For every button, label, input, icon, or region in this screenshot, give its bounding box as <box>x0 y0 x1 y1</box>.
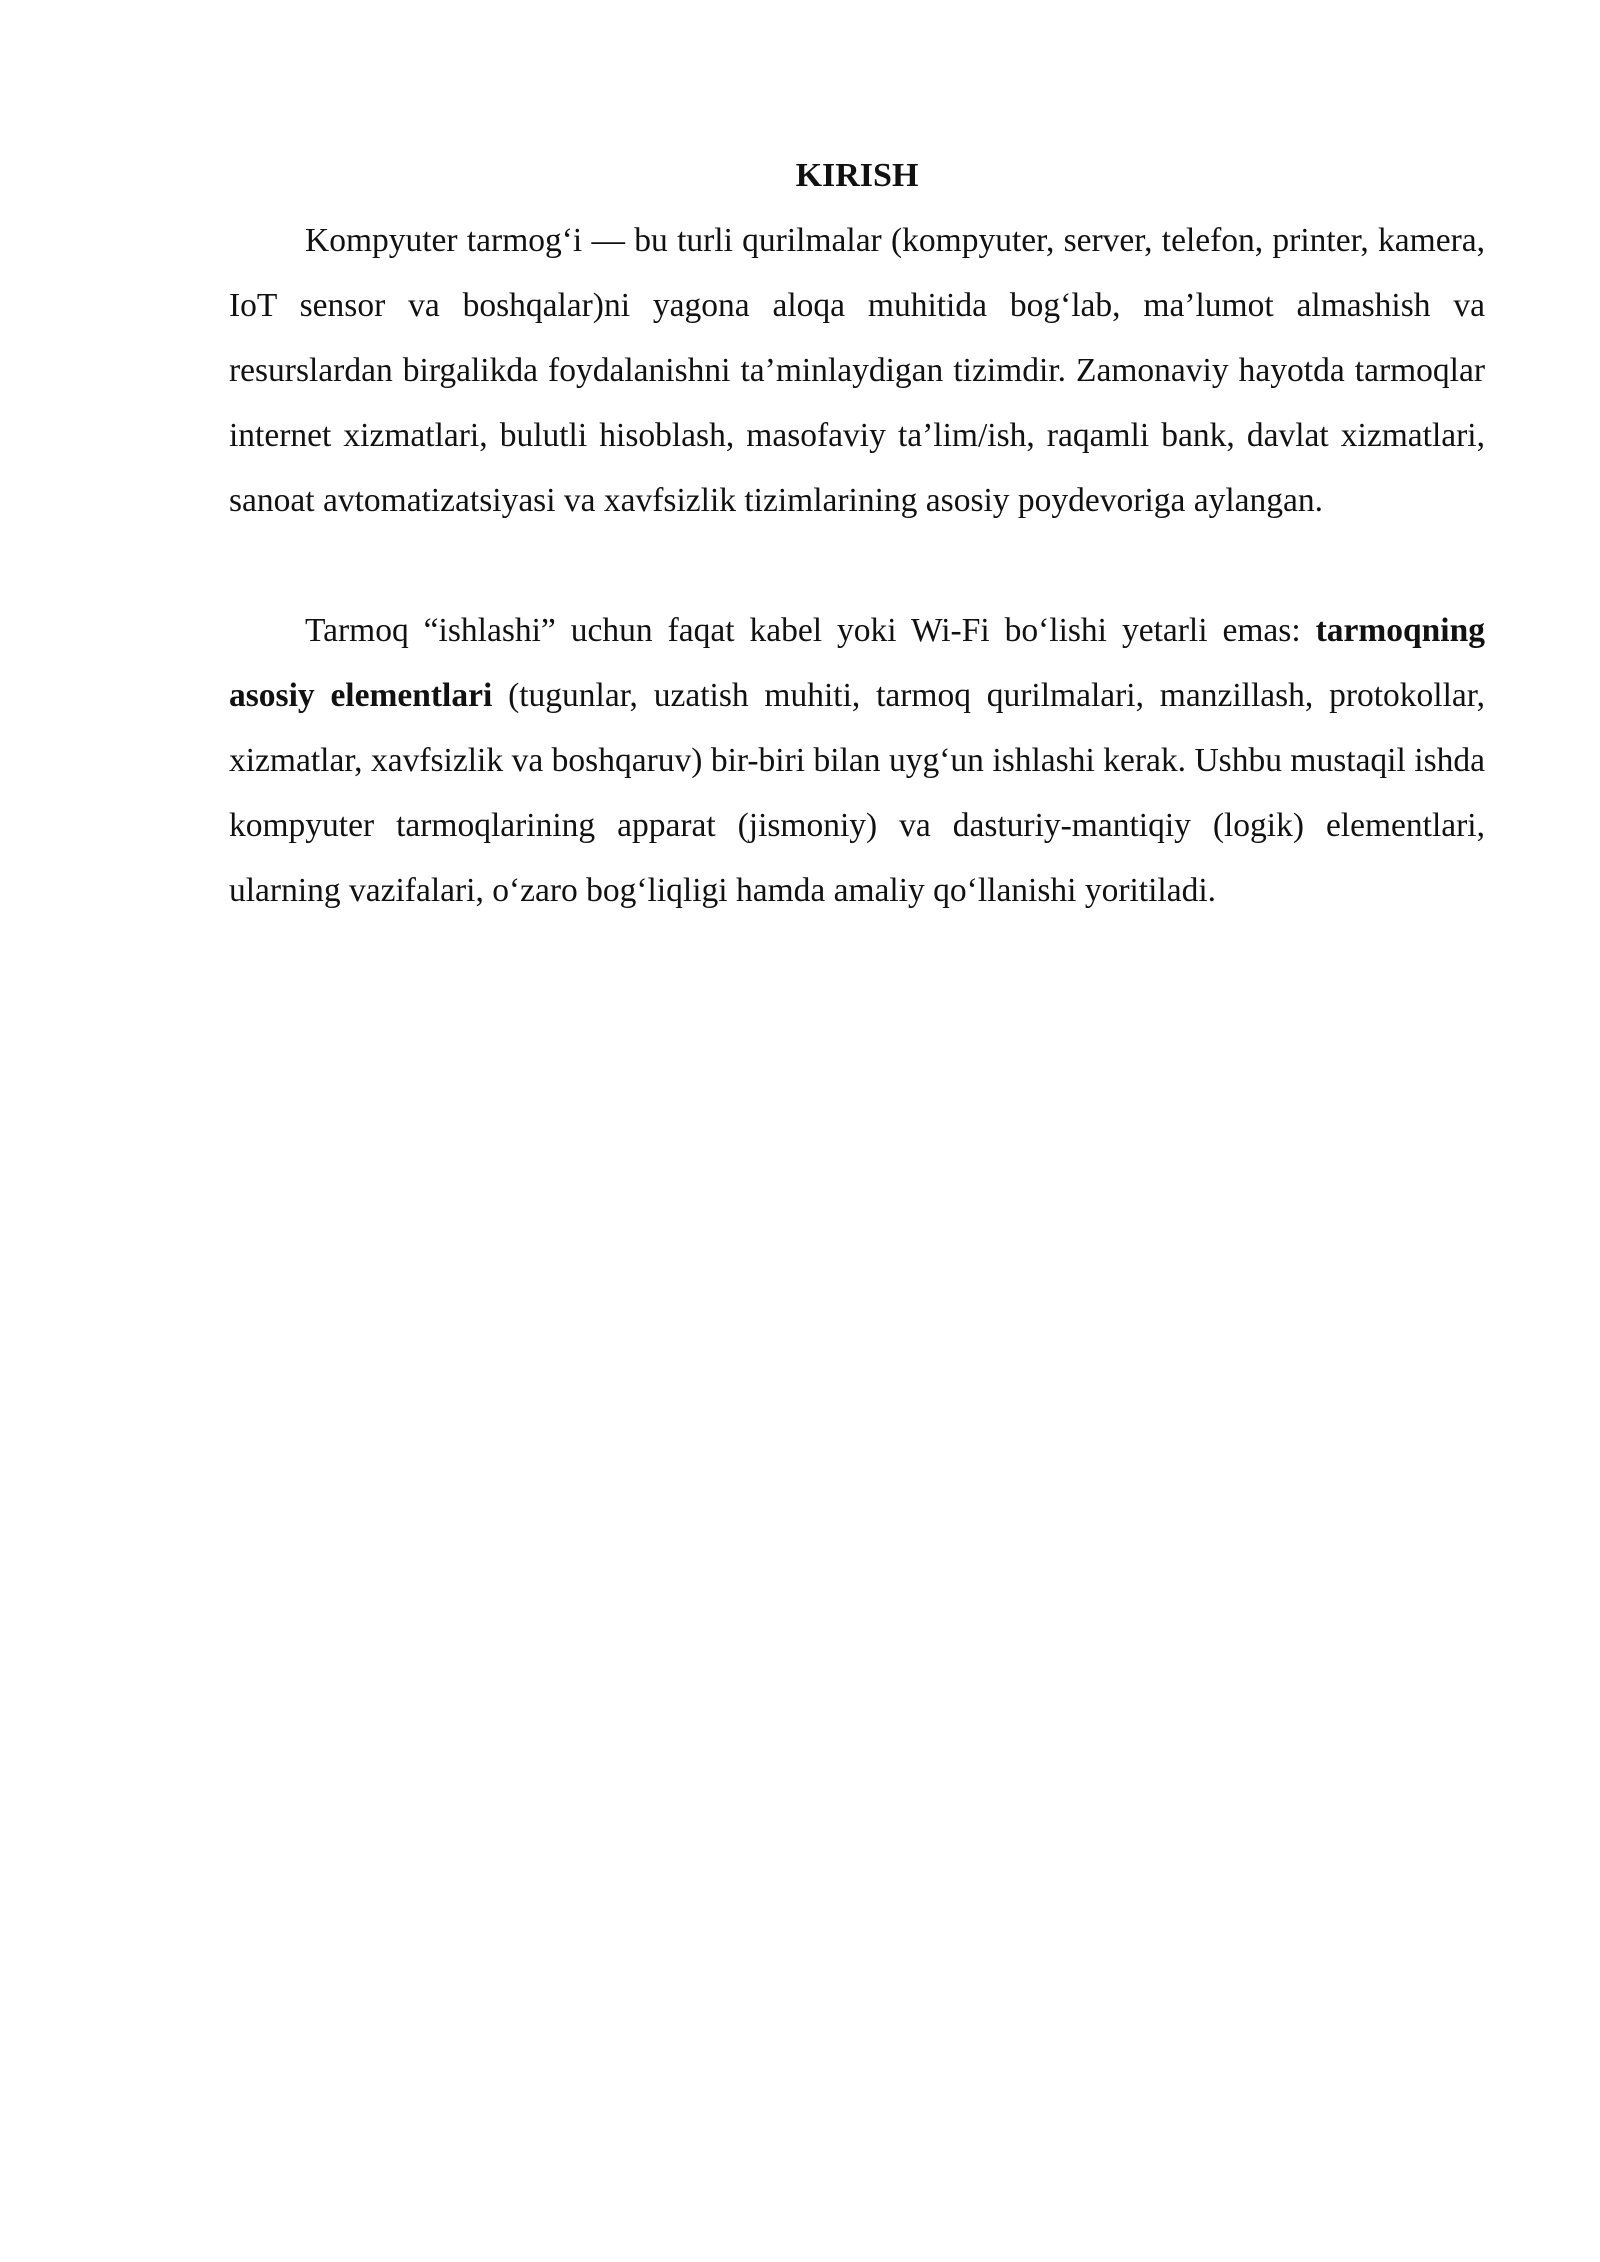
paragraph-elements <box>229 598 1485 923</box>
section-heading: KIRISH <box>795 157 919 194</box>
bold-phrase: tarmoqning asosiy elementlari <box>229 612 1485 714</box>
paragraph-rest-text: (tugunlar, uzatish muhiti, tarmoq qurilmalari, manzillash, protokollar, xizmatlar, xavfsizlik va boshqaruv) bir-biri bilan uyg‘un ishlashi kerak. Ushbu mustaqil ishda kompyuter tarmoqlarining apparat (jismoniy) va dasturiy-mantiqiy (logik) elementlari, ularning vazifalari, o‘zaro bog‘liqligi hamda amaliy qo‘llanishi yoritiladi. <box>229 677 1485 909</box>
paragraph-introduction: Kompyuter tarmog‘i — bu turli qurilmalar (kompyuter, server, telefon, printer, kamera, IoT sensor va boshqalar)ni yagona aloqa muhitida bog‘lab, ma’lumot almashish va resurslardan birgalikda foydalanishni ta’minlaydigan tizimdir. Zamonaviy hayotda tarmoqlar internet xizmatlari, bulutli hisoblash, masofaviy ta’lim/ish, raqamli bank, davlat xizmatlari, sanoat avtomatizatsiyasi va xavfsizlik tizimlarining asosiy poydevoriga aylangan. <box>229 222 1485 519</box>
paragraph-intro-text: Tarmoq “ishlashi” uchun faqat kabel yoki Wi-Fi bo‘lishi yetarli emas: <box>305 612 1316 649</box>
